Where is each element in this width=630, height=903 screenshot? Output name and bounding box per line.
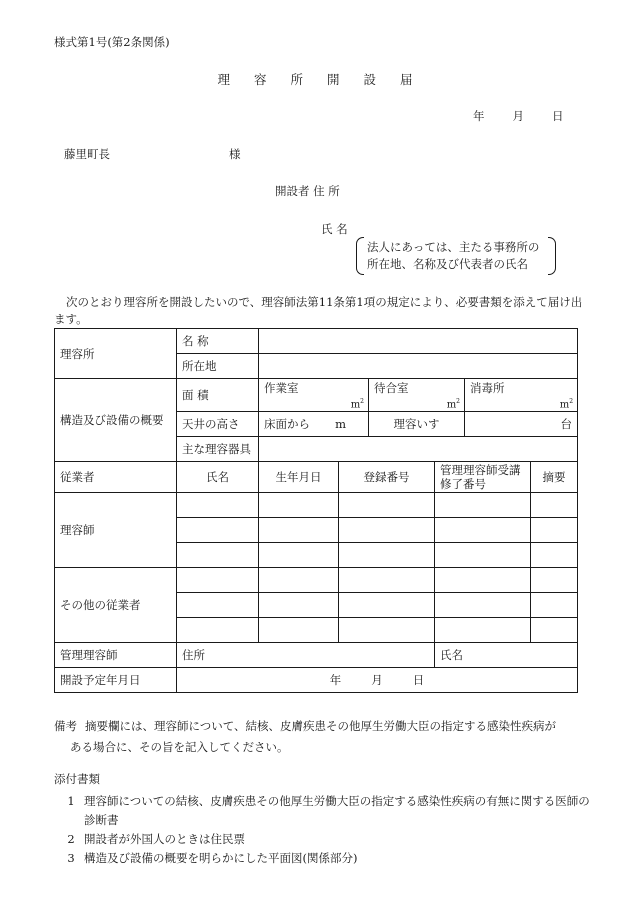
corp-note-line1: 法人にあっては、主たる事務所の xyxy=(367,240,540,254)
structure-label: 構造及び設備の概要 xyxy=(55,379,177,462)
manager-name-field[interactable] xyxy=(435,643,578,668)
area-label: 面 積 xyxy=(177,379,259,412)
ceiling-label: 天井の高さ xyxy=(177,412,259,437)
barber-name-cell[interactable] xyxy=(177,543,259,568)
list-item: 3 構造及び設備の概要を明らかにした平面図(関係部分) xyxy=(67,851,358,865)
chair-unit: 台 xyxy=(560,417,573,431)
barber-remarks-cell[interactable] xyxy=(531,493,578,518)
table-row xyxy=(55,568,578,593)
barber-birth-cell[interactable] xyxy=(259,543,339,568)
equipment-label: 主な理容器具 xyxy=(177,437,259,462)
barber-reg-cell[interactable] xyxy=(339,493,435,518)
honorific: 様 xyxy=(229,147,241,161)
barber-reg-cell[interactable] xyxy=(339,543,435,568)
remarks-label: 備考 xyxy=(54,719,77,733)
day-label: 日 xyxy=(552,109,564,123)
planned-date-field[interactable]: 年 月 日 xyxy=(177,668,578,693)
location-label: 所在地 xyxy=(177,354,259,379)
staff-name-header: 氏名 xyxy=(177,462,259,493)
disinfection-field[interactable] xyxy=(465,379,578,412)
barber-reg-cell[interactable] xyxy=(339,518,435,543)
staff-remarks-cell[interactable] xyxy=(531,593,578,618)
remarks-text-line2: ある場合に、その旨を記入してください。 xyxy=(70,740,289,754)
manager-address-label: 住所 xyxy=(182,648,205,662)
staff-label: 従業者 xyxy=(55,462,177,493)
registration-header: 登録番号 xyxy=(339,462,435,493)
table-row xyxy=(55,329,578,354)
applicant-address-label: 開設者 住 所 xyxy=(275,184,340,198)
from-floor-label: 床面から xyxy=(264,417,310,431)
barber-birth-cell[interactable] xyxy=(259,518,339,543)
month-label: 月 xyxy=(512,109,524,123)
location-field[interactable] xyxy=(259,354,578,379)
corporation-note xyxy=(356,237,556,275)
waiting-field[interactable] xyxy=(369,379,465,412)
corp-note-line2: 所在地、名称及び代表者の氏名 xyxy=(367,257,528,271)
attachments-title: 添付書類 xyxy=(54,772,100,786)
intro-text: 次のとおり理容所を開設したいので、理容師法第11条第1項の規定により、必要書類を添えて届け出ます。 xyxy=(54,295,583,326)
staff-birth-cell[interactable] xyxy=(259,568,339,593)
staff-course-cell[interactable] xyxy=(435,618,531,643)
other-staff-label: その他の従業者 xyxy=(55,568,177,643)
sqm-unit: $m^2$ xyxy=(446,397,460,410)
list-item: 2 開設者が外国人のときは住民票 xyxy=(67,832,245,846)
chair-count-field[interactable] xyxy=(465,412,578,437)
remarks-note xyxy=(54,716,594,758)
staff-name-cell[interactable] xyxy=(177,593,259,618)
application-table xyxy=(54,328,578,693)
submission-date xyxy=(473,108,564,124)
chair-label: 理容いす xyxy=(369,412,465,437)
barber-birth-cell[interactable] xyxy=(259,493,339,518)
staff-reg-cell[interactable] xyxy=(339,568,435,593)
staff-birth-cell[interactable] xyxy=(259,593,339,618)
manager-label: 管理理容師 xyxy=(55,643,177,668)
manager-name-label: 氏名 xyxy=(440,648,463,662)
manager-address-field[interactable] xyxy=(177,643,435,668)
manager-course-header: 管理理容師受講 修了番号 xyxy=(435,462,531,493)
attachments-list xyxy=(54,792,594,868)
year-label: 年 xyxy=(473,109,485,123)
barber-label: 理容師 xyxy=(55,493,177,568)
ceiling-field[interactable] xyxy=(259,412,369,437)
table-row xyxy=(55,379,578,412)
staff-course-cell[interactable] xyxy=(435,593,531,618)
remarks-header: 摘要 xyxy=(531,462,578,493)
table-row xyxy=(55,643,578,668)
left-bracket xyxy=(356,237,364,275)
sqm-unit: $m^2$ xyxy=(350,397,364,410)
disinfection-label: 消毒所 xyxy=(470,381,505,395)
name-field[interactable] xyxy=(259,329,578,354)
barber-course-cell[interactable] xyxy=(435,543,531,568)
staff-name-cell[interactable] xyxy=(177,568,259,593)
workroom-field[interactable] xyxy=(259,379,369,412)
staff-reg-cell[interactable] xyxy=(339,618,435,643)
barber-course-cell[interactable] xyxy=(435,493,531,518)
barber-name-cell[interactable] xyxy=(177,493,259,518)
birthdate-header: 生年月日 xyxy=(259,462,339,493)
workroom-label: 作業室 xyxy=(264,381,299,395)
barber-remarks-cell[interactable] xyxy=(531,518,578,543)
equipment-field[interactable] xyxy=(259,437,578,462)
sqm-unit: $m^2$ xyxy=(559,397,574,410)
salon-label: 理容所 xyxy=(55,329,177,379)
staff-remarks-cell[interactable] xyxy=(531,568,578,593)
addressee: 藤里町長 xyxy=(64,147,110,161)
right-bracket xyxy=(548,237,556,275)
staff-reg-cell[interactable] xyxy=(339,593,435,618)
applicant-name-label: 氏 名 xyxy=(321,222,348,236)
barber-remarks-cell[interactable] xyxy=(531,543,578,568)
barber-course-cell[interactable] xyxy=(435,518,531,543)
table-row xyxy=(55,493,578,518)
staff-course-cell[interactable] xyxy=(435,568,531,593)
staff-birth-cell[interactable] xyxy=(259,618,339,643)
planned-date-label: 開設予定年月日 xyxy=(55,668,177,693)
table-row xyxy=(55,668,578,693)
page-title: 理容所開設届 xyxy=(217,72,437,87)
staff-header-row xyxy=(55,462,578,493)
staff-name-cell[interactable] xyxy=(177,618,259,643)
form-number: 様式第1号(第2条関係) xyxy=(54,35,170,49)
meter-unit: m xyxy=(335,417,346,431)
staff-remarks-cell[interactable] xyxy=(531,618,578,643)
remarks-text-line1: 摘要欄には、理容師について、結核、皮膚疾患その他厚生労働大臣の指定する感染性疾病が xyxy=(85,719,557,733)
list-item: 1 理容師についての結核、皮膚疾患その他厚生労働大臣の指定する感染性疾病の有無に関する医師の診断書 xyxy=(67,794,590,827)
barber-name-cell[interactable] xyxy=(177,518,259,543)
waiting-label: 待合室 xyxy=(374,381,409,395)
name-label: 名 称 xyxy=(177,329,259,354)
